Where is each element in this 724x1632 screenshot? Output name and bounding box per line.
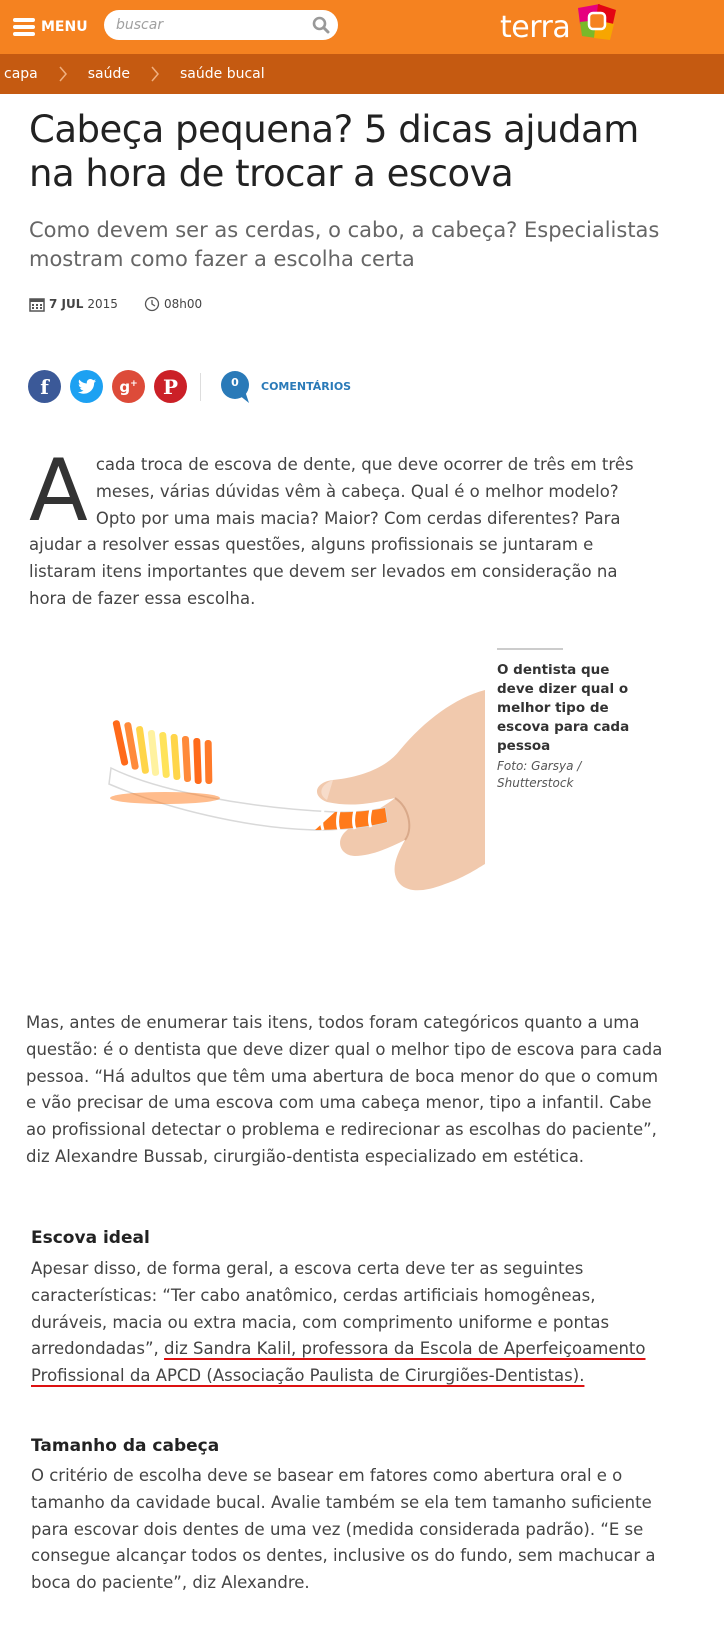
terra-logo[interactable]: [500, 4, 620, 50]
drop-cap: A: [29, 441, 88, 541]
googleplus-share-button[interactable]: [112, 370, 145, 403]
logo-text: terra: [500, 9, 571, 45]
highlighted-quote-attribution: diz Sandra Kalil, professora da Escola de Aperfeiçoamento Profissional da APCD (Associação Paulista de Cirurgiões-Dentistas).: [31, 1339, 646, 1386]
search-icon[interactable]: [312, 16, 330, 34]
share-bar: [28, 370, 351, 403]
chevron-right-icon: [150, 66, 160, 82]
facebook-icon: f: [40, 374, 49, 399]
breadcrumb-saude[interactable]: saúde: [87, 66, 130, 82]
pinterest-share-button[interactable]: [154, 370, 187, 403]
article-paragraph: [29, 441, 654, 613]
search-box: [104, 10, 338, 40]
hamburger-icon: [13, 18, 35, 36]
comment-bubble-icon: [219, 371, 251, 403]
clock-icon: [144, 296, 160, 312]
google-plus-icon: g+: [119, 377, 138, 396]
section-heading: Tamanho da cabeça: [31, 1436, 220, 1456]
comments-link[interactable]: [219, 371, 351, 403]
menu-label: MENU: [41, 19, 88, 35]
twitter-share-button[interactable]: [70, 370, 103, 403]
article-paragraph: Mas, antes de enumerar tais itens, todos foram categóricos quanto a uma questão: é o dentista que deve dizer qual o melhor tipo de escova para cada pessoa. “Há adultos que têm uma abertura de boca menor do que o comum e vão precisar de uma escova com uma cabeça menor, tipo a infantil. Cabe ao profissional detectar o problema e redirecionar as escolhas do paciente”, diz Alexandre Bussab, cirurgião-dentista especializado em estética.: [26, 1013, 663, 1166]
twitter-icon: [78, 379, 96, 394]
comments-label: COMENTÁRIOS: [261, 380, 352, 393]
facebook-share-button[interactable]: [28, 370, 61, 403]
breadcrumb: [0, 54, 724, 94]
chevron-right-icon: [58, 66, 68, 82]
publish-date-day: 7 JUL: [49, 297, 84, 311]
pinterest-icon: P: [162, 374, 179, 399]
share-divider: [200, 373, 201, 401]
toothbrush-photo: [95, 680, 485, 950]
article-paragraph: O critério de escolha deve se basear em fatores como abertura oral e o tamanho da cavidade bucal. Avalie também se ela tem tamanho suficiente para escovar dois dentes de uma vez (medida considerada padrão). “E se consegue alcançar todos os dentes, inclusive os do fundo, sem machucar a boca do paciente”, diz Alexandre.: [31, 1466, 656, 1593]
paragraph-text: Apesar disso, de forma geral, a escova certa deve ter as seguintes características: “Ter cabo anatômico, cerdas artificiais homogêneas, duráveis, macia ou extra macia, com comprimento uniforme e pontas arredondadas”,: [31, 1259, 610, 1359]
terra-logo-icon: [574, 2, 620, 42]
publish-date-year: 2015: [87, 297, 118, 311]
article-meta: [29, 296, 202, 312]
caption-rule: [497, 648, 563, 650]
section-heading: Escova ideal: [31, 1228, 150, 1248]
article-subtitle: Como devem ser as cerdas, o cabo, a cabeça? Especialistas mostram como fazer a escolha certa: [29, 218, 660, 271]
publish-time: 08h00: [163, 297, 203, 311]
photo-credit: Foto: Garsya / Shutterstock: [497, 759, 582, 790]
article-title: Cabeça pequena? 5 dicas ajudam na hora de trocar a escova: [29, 108, 639, 195]
photo-caption: O dentista que deve dizer qual o melhor tipo de escova para cada pessoa: [497, 662, 630, 754]
menu-button[interactable]: [13, 14, 88, 40]
search-input[interactable]: [116, 14, 306, 36]
breadcrumb-capa[interactable]: capa: [4, 66, 38, 82]
calendar-icon: [29, 297, 45, 312]
paragraph-text: cada troca de escova de dente, que deve ocorrer de três em três meses, várias dúvidas vêm à cabeça. Qual é o melhor modelo? Opto por uma mais macia? Maior? Com cerdas diferentes? Para ajudar a resolver essas questões, alguns profissionais se juntaram e listaram itens importantes que devem ser levados em consideração na hora de fazer essa escolha.: [29, 455, 634, 608]
comments-count: 0: [231, 375, 239, 389]
breadcrumb-saude-bucal[interactable]: saúde bucal: [180, 66, 265, 82]
top-bar: [0, 0, 724, 54]
article-paragraph: [31, 1256, 666, 1390]
